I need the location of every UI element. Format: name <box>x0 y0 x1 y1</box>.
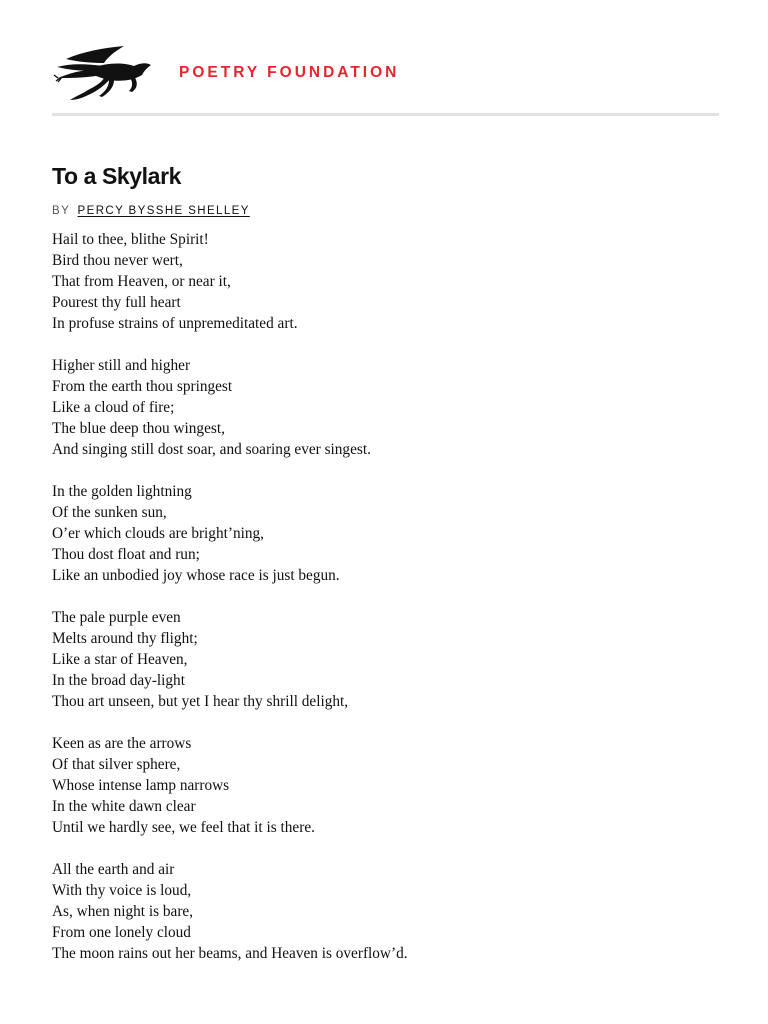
poem-line: Bird thou never wert, <box>52 252 183 269</box>
poem-line: In profuse strains of unpremeditated art. <box>52 315 298 332</box>
poem-line: In the white dawn clear <box>52 798 196 815</box>
poem-line: In the broad day-light <box>52 672 185 689</box>
poem-line: Like an unbodied joy whose race is just begun. <box>52 567 340 584</box>
poem-line: Hail to thee, blithe Spirit! <box>52 231 209 248</box>
poem-line: Keen as are the arrows <box>52 735 192 752</box>
pegasus-logo-icon[interactable] <box>52 44 152 102</box>
poem-line: O’er which clouds are bright’ning, <box>52 525 264 542</box>
stanza <box>52 859 742 964</box>
poem-line: Like a cloud of fire; <box>52 399 175 416</box>
poem-line: As, when night is bare, <box>52 903 194 920</box>
poem-line: The pale purple even <box>52 609 181 626</box>
poem-line: Thou dost float and run; <box>52 546 200 563</box>
poem-line: Until we hardly see, we feel that it is there. <box>52 819 315 836</box>
author-link[interactable]: PERCY BYSSHE SHELLEY <box>77 205 250 217</box>
poem-line: In the golden lightning <box>52 483 192 500</box>
poem-line: And singing still dost soar, and soaring ever singest. <box>52 441 371 458</box>
byline-label: BY <box>52 205 70 217</box>
poem-line: Thou art unseen, but yet I hear thy shrill delight, <box>52 693 349 710</box>
poem-line: Of the sunken sun, <box>52 504 167 521</box>
stanza <box>52 481 742 586</box>
poem-line: That from Heaven, or near it, <box>52 273 231 290</box>
stanza <box>52 607 742 712</box>
poem-line: The blue deep thou wingest, <box>52 420 225 437</box>
poem-line: Higher still and higher <box>52 357 191 374</box>
poem-line: Melts around thy flight; <box>52 630 198 647</box>
stanza <box>52 355 742 460</box>
poem-line: The moon rains out her beams, and Heaven is overflow’d. <box>52 945 408 962</box>
site-header <box>52 44 718 104</box>
header-divider <box>52 113 719 116</box>
byline <box>52 205 250 217</box>
poem-line: With thy voice is loud, <box>52 882 192 899</box>
brand-name[interactable]: POETRY FOUNDATION <box>179 64 400 81</box>
poem-line: Whose intense lamp narrows <box>52 777 230 794</box>
poem-line: Of that silver sphere, <box>52 756 181 773</box>
poem-line: Like a star of Heaven, <box>52 651 188 668</box>
stanza <box>52 733 742 838</box>
poem-line: Pourest thy full heart <box>52 294 181 311</box>
poem-line: From the earth thou springest <box>52 378 233 395</box>
poem-title: To a Skylark <box>52 163 182 189</box>
poem-line: All the earth and air <box>52 861 175 878</box>
poem-line: From one lonely cloud <box>52 924 191 941</box>
poem-body <box>52 229 742 985</box>
stanza <box>52 229 742 334</box>
